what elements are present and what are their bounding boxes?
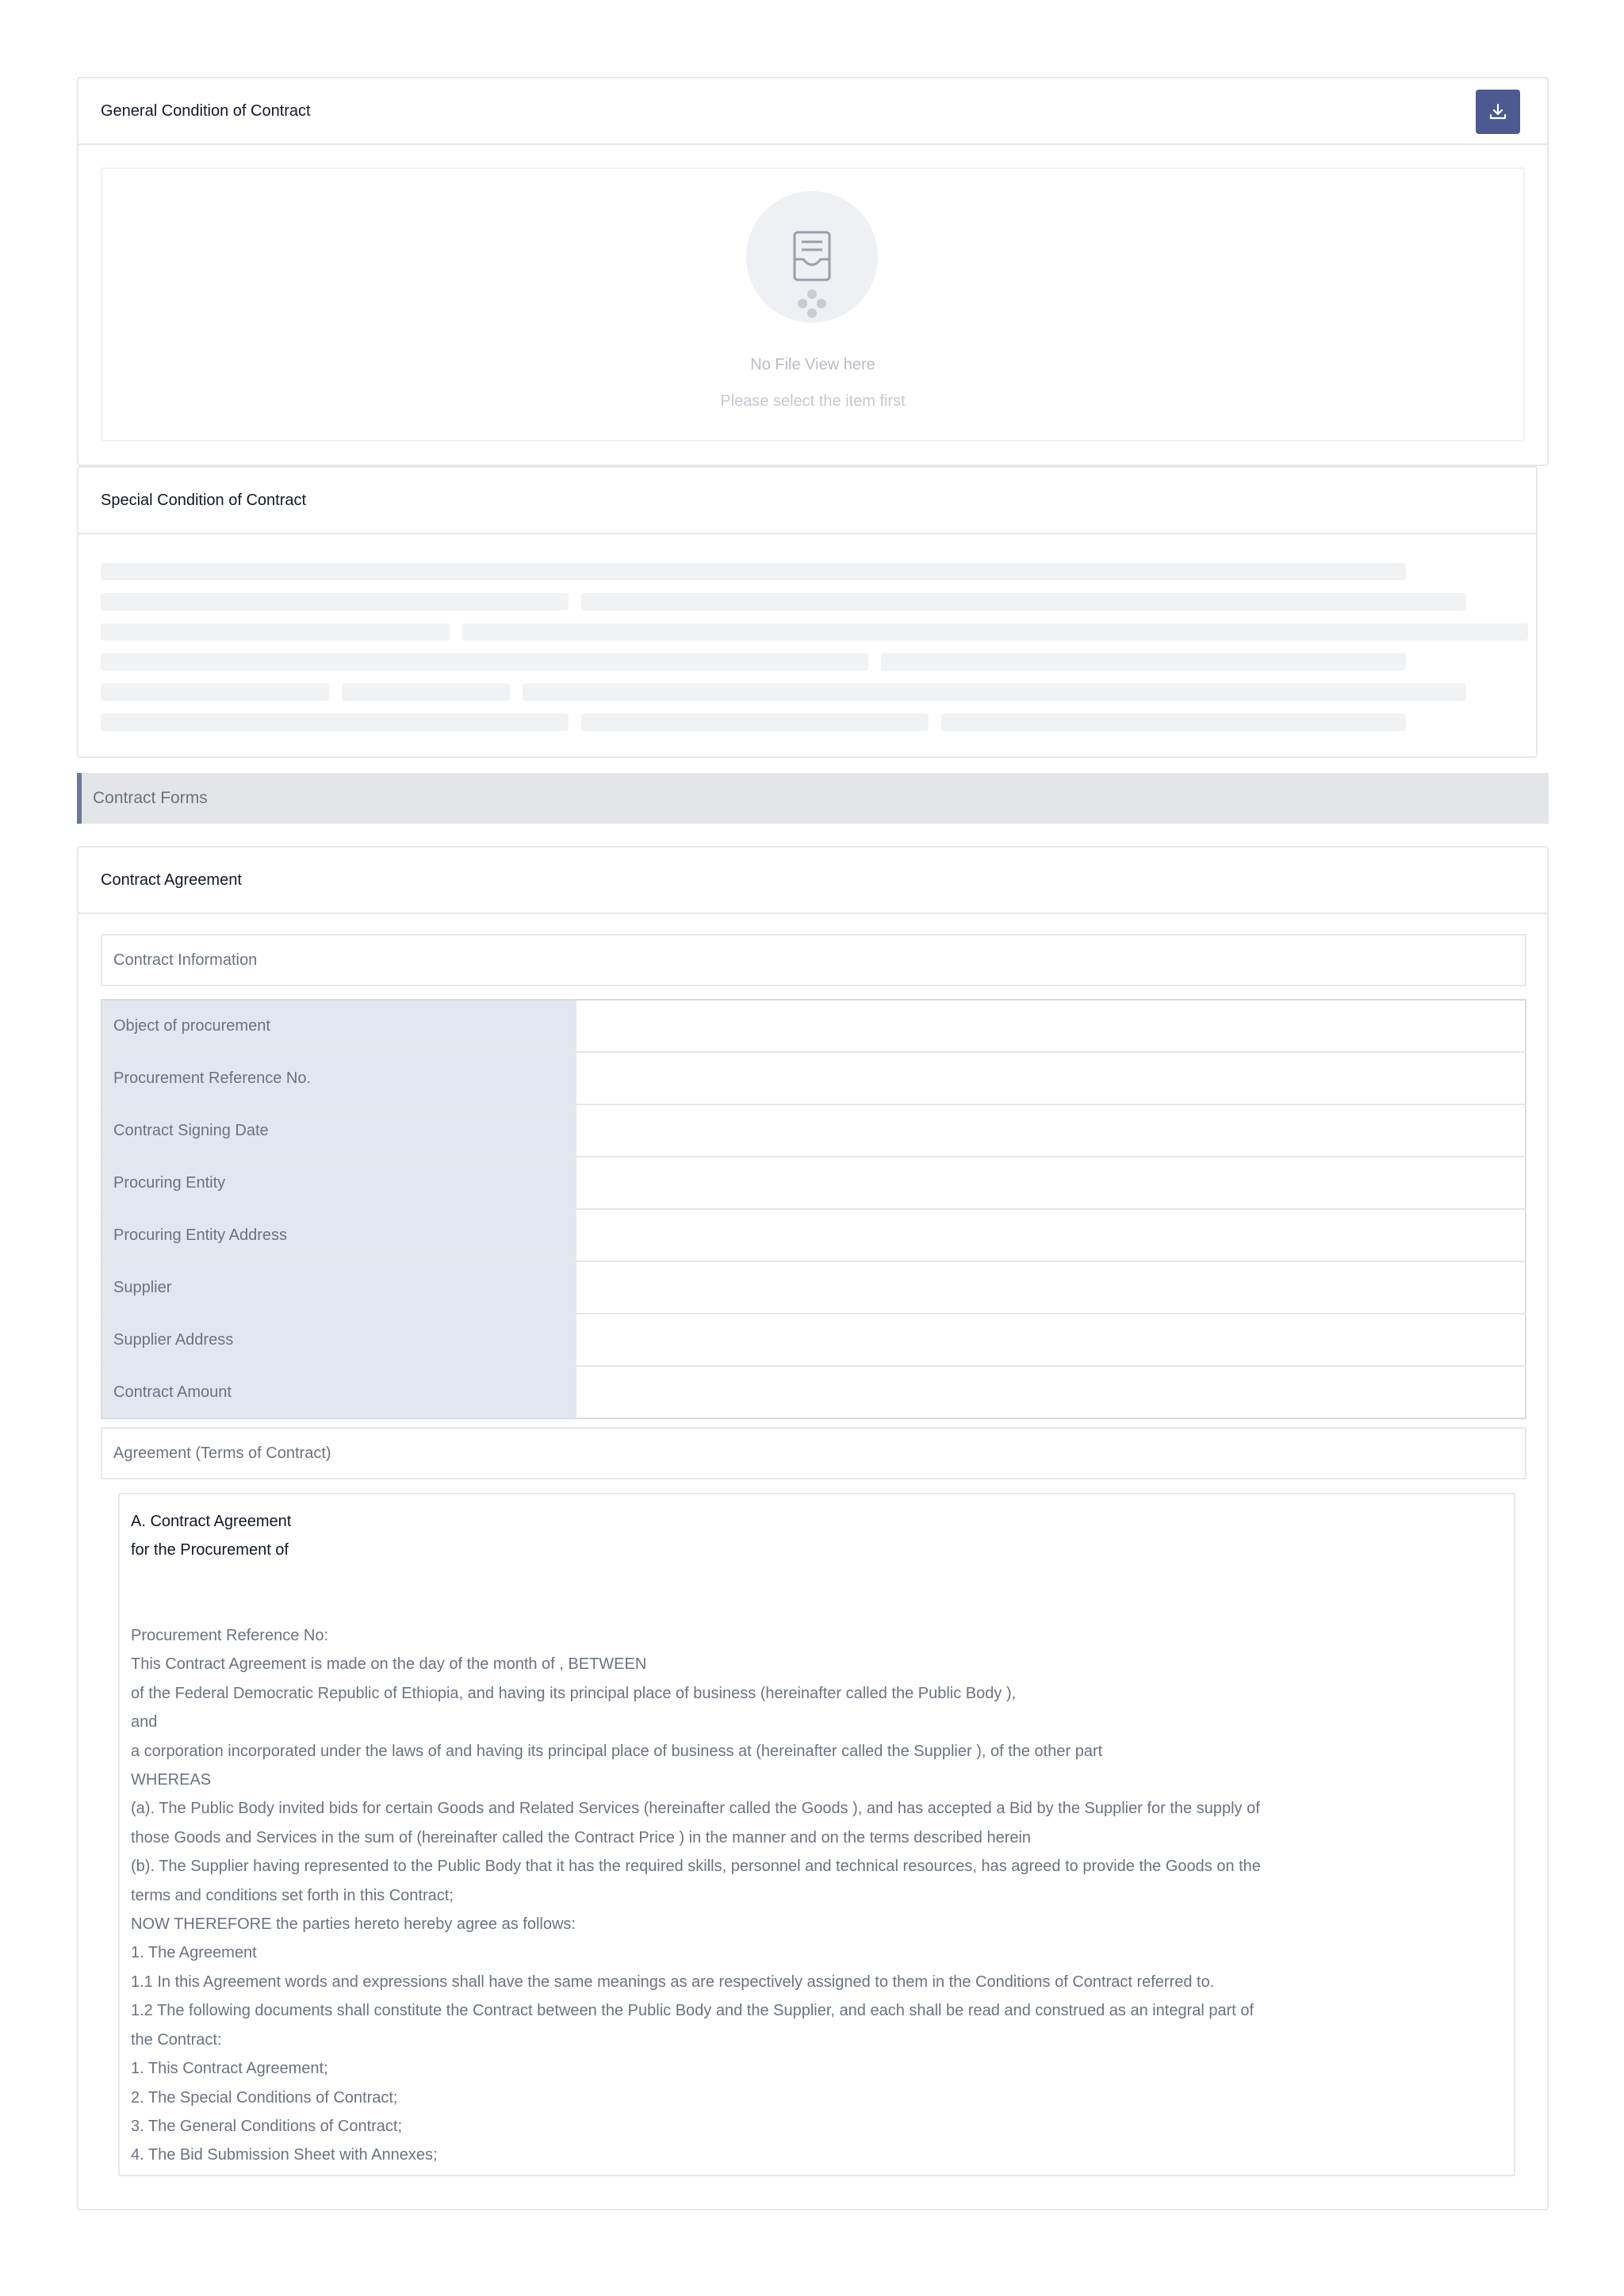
skeleton-line — [581, 593, 1466, 610]
general-condition-title: General Condition of Contract — [101, 101, 311, 120]
agreement-line: and — [131, 1713, 158, 1732]
field-label: Object of procurement — [102, 1000, 576, 1052]
agreement-line: terms and conditions set forth in this Contract; — [131, 1886, 454, 1904]
general-condition-header — [79, 78, 1547, 145]
agreement-line: 3. The General Conditions of Contract; — [131, 2117, 403, 2135]
agreement-line: a corporation incorporated under the laws of and having its principal place of business at (hereinafter called the Supplier ), of the other part — [131, 1742, 1103, 1760]
special-condition-title: Special Condition of Contract — [101, 491, 307, 509]
contract-forms-section-bar[interactable] — [77, 773, 1549, 824]
field-value-signing-date — [576, 1104, 1526, 1157]
skeleton-line — [101, 653, 868, 671]
agreement-line: This Contract Agreement is made on the day of the month of , BETWEEN — [131, 1655, 647, 1674]
agreement-line: WHEREAS — [131, 1771, 212, 1789]
skeleton-line — [941, 714, 1406, 731]
agreement-body — [131, 1621, 1503, 2170]
empty-state-title: No File View here — [750, 356, 875, 373]
agreement-line: 1. This Contract Agreement; — [131, 2060, 328, 2078]
agreement-line: those Goods and Services in the sum of (hereinafter called the Contract Price ) in the manner and on the terms described herein — [131, 1828, 1032, 1846]
skeleton-line — [101, 593, 569, 610]
empty-state-subtitle: Please select the item first — [720, 392, 906, 410]
document-icon — [746, 191, 878, 323]
contract-information-table — [101, 999, 1526, 1419]
agreement-line: NOW THEREFORE the parties hereto hereby agree as follows: — [131, 1915, 576, 1934]
skeleton-line — [523, 683, 1466, 701]
contract-forms-label: Contract Forms — [93, 789, 208, 807]
skeleton-line — [101, 714, 569, 731]
field-value-procuring-entity-address — [576, 1209, 1526, 1261]
field-label: Contract Amount — [102, 1366, 576, 1418]
file-viewer-empty-state — [101, 167, 1525, 442]
field-label: Supplier Address — [102, 1314, 576, 1366]
field-label: Contract Signing Date — [102, 1104, 576, 1157]
field-value-supplier — [576, 1261, 1526, 1314]
table-row — [102, 1157, 1526, 1209]
agreement-line: of the Federal Democratic Republic of Ethiopia, and having its principal place of business (hereinafter called the Public Body ), — [131, 1684, 1017, 1702]
agreement-line: 1.2 The following documents shall constitute the Contract between the Public Body and the Supplier, and each shall be read and construed as an integral part of — [131, 2002, 1254, 2020]
special-condition-card — [77, 466, 1538, 758]
table-row — [102, 1052, 1526, 1104]
agreement-line: (a). The Public Body invited bids for certain Goods and Related Services (hereinafter called the Goods ), and has accepted a Bid by the Supplier for the supply of — [131, 1800, 1260, 1818]
agreement-heading: A. Contract Agreement — [131, 1513, 292, 1530]
skeleton-line — [881, 653, 1406, 671]
agreement-line: 1. The Agreement — [131, 1944, 257, 1962]
agreement-document — [118, 1493, 1515, 2176]
special-condition-header — [79, 468, 1536, 534]
general-condition-card — [77, 77, 1549, 466]
field-value-procuring-entity — [576, 1157, 1526, 1209]
field-label: Procurement Reference No. — [102, 1052, 576, 1104]
skeleton-line — [101, 563, 1406, 580]
table-row — [102, 1261, 1526, 1314]
field-label: Procuring Entity — [102, 1157, 576, 1209]
agreement-line: (b). The Supplier having represented to the Public Body that it has the required skills, personnel and technical resources, has agreed to provide the Goods on the — [131, 1858, 1261, 1876]
agreement-terms-header — [101, 1427, 1526, 1479]
contract-information-header — [101, 934, 1526, 986]
agreement-line: 2. The Special Conditions of Contract; — [131, 2088, 398, 2107]
skeleton-line — [101, 623, 450, 641]
download-button[interactable] — [1476, 90, 1520, 134]
skeleton-line — [342, 683, 510, 701]
field-value-procurement-reference — [576, 1052, 1526, 1104]
agreement-line: 4. The Bid Submission Sheet with Annexes; — [131, 2146, 438, 2164]
table-row — [102, 1209, 1526, 1261]
contract-information-label: Contract Information — [113, 951, 258, 969]
table-row — [102, 1000, 1526, 1052]
field-label: Procuring Entity Address — [102, 1209, 576, 1261]
skeleton-line — [462, 623, 1528, 641]
field-label: Supplier — [102, 1261, 576, 1314]
empty-state-illustration — [746, 191, 878, 323]
agreement-subheading: for the Procurement of — [131, 1541, 289, 1559]
contract-agreement-card — [77, 846, 1549, 2210]
field-value-object-of-procurement — [576, 1000, 1526, 1052]
skeleton-line — [581, 714, 929, 731]
contract-agreement-title: Contract Agreement — [101, 871, 242, 889]
download-icon — [1488, 101, 1508, 122]
agreement-terms-label: Agreement (Terms of Contract) — [113, 1444, 331, 1462]
table-row — [102, 1314, 1526, 1366]
field-value-supplier-address — [576, 1314, 1526, 1366]
table-row — [102, 1104, 1526, 1157]
agreement-line: Procurement Reference No: — [131, 1627, 329, 1644]
skeleton-line — [101, 683, 329, 701]
contract-agreement-header — [79, 848, 1547, 914]
field-value-contract-amount — [576, 1366, 1526, 1418]
table-row — [102, 1366, 1526, 1418]
agreement-line: the Contract: — [131, 2030, 222, 2049]
agreement-line: 1.1 In this Agreement words and expressions shall have the same meanings as are respectively assigned to them in the Conditions of Contract referred to. — [131, 1973, 1215, 1991]
